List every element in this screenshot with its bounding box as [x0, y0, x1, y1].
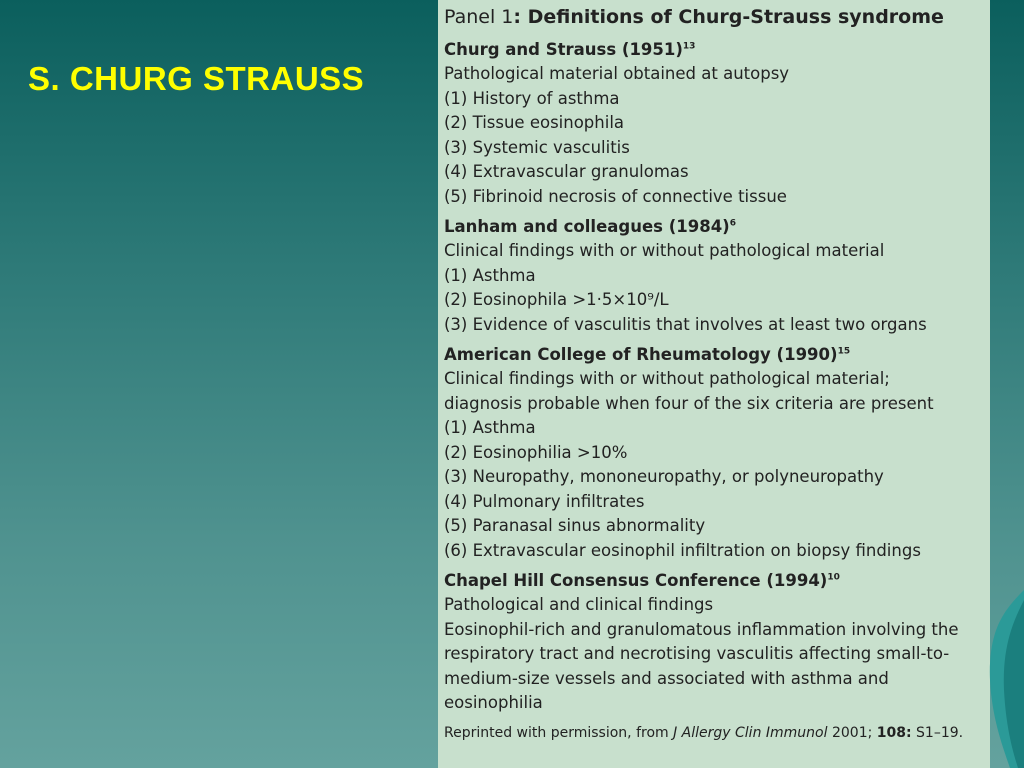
criterion-line: (6) Extravascular eosinophil infiltration on biopsy findings — [444, 540, 921, 560]
sections — [444, 38, 990, 716]
criterion-line: (5) Fibrinoid necrosis of connective tissue — [444, 186, 787, 206]
slide-title: S. CHURG STRAUSS — [28, 60, 365, 97]
criterion-line: Eosinophil-rich and granulomatous inflammation involving the — [444, 619, 959, 639]
section-heading — [444, 343, 990, 367]
reprint-volume: 108: — [876, 724, 912, 741]
criterion-line: (1) Asthma — [444, 265, 536, 285]
definitions-panel — [438, 0, 990, 768]
criterion-line: respiratory tract and necrotising vasculitis affecting small-to- — [444, 644, 950, 663]
reference-number: 6 — [729, 218, 736, 229]
criterion-line: (2) Tissue eosinophila — [444, 113, 625, 132]
criterion-line: (3) Evidence of vasculitis that involves at least two organs — [444, 314, 927, 334]
section-heading-text: Lanham and colleagues (1984) — [444, 217, 730, 236]
criterion-line: (4) Extravascular granulomas — [444, 162, 689, 181]
definition-section — [444, 38, 990, 209]
section-heading — [444, 215, 990, 239]
criterion-line: (2) Eosinophila >1·5×10⁹/L — [444, 290, 669, 309]
reference-number: 10 — [827, 572, 840, 583]
criterion-line: Pathological material obtained at autopsy — [444, 64, 790, 83]
panel-title-text: : Definitions of Churg-Strauss syndrome — [513, 6, 944, 28]
section-heading-text: Churg and Strauss (1951) — [444, 40, 683, 59]
decorative-wave — [984, 590, 1024, 768]
criterion-line: (1) Asthma — [444, 418, 536, 437]
criterion-line: (3) Neuropathy, mononeuropathy, or polyneuropathy — [444, 467, 884, 486]
panel-title — [444, 2, 990, 32]
criterion-line: diagnosis probable when four of the six criteria are present — [444, 393, 934, 413]
panel-title-prefix: Panel 1 — [444, 6, 514, 28]
definition-section — [444, 215, 990, 337]
criterion-line: (4) Pulmonary infiltrates — [444, 491, 645, 511]
section-heading-text: American College of Rheumatology (1990) — [444, 345, 838, 364]
reprint-note — [444, 722, 990, 744]
reprint-journal: J Allergy Clin Immunol — [673, 724, 828, 741]
reprint-pages: S1–19. — [911, 724, 964, 741]
section-heading — [444, 569, 990, 593]
definition-section — [444, 343, 990, 563]
reprint-year: 2001; — [827, 724, 877, 741]
criterion-line: (1) History of asthma — [444, 88, 620, 108]
definition-section — [444, 569, 990, 716]
criterion-line: (3) Systemic vasculitis — [444, 137, 630, 157]
criterion-line: Clinical findings with or without pathological material; — [444, 369, 890, 388]
reprint-prefix: Reprinted with permission, from — [444, 724, 674, 741]
criterion-line: (2) Eosinophilia >10% — [444, 442, 628, 462]
criterion-line: Clinical findings with or without pathological material — [444, 241, 885, 260]
criterion-line: (5) Paranasal sinus abnormality — [444, 516, 706, 535]
reference-number: 13 — [682, 41, 696, 52]
section-heading-text: Chapel Hill Consensus Conference (1994) — [444, 571, 828, 590]
reference-number: 15 — [837, 346, 851, 357]
criterion-line: medium-size vessels and associated with asthma and — [444, 668, 889, 688]
criterion-line: Pathological and clinical findings — [444, 595, 714, 614]
criterion-line: eosinophilia — [444, 693, 543, 712]
section-heading — [444, 38, 990, 62]
